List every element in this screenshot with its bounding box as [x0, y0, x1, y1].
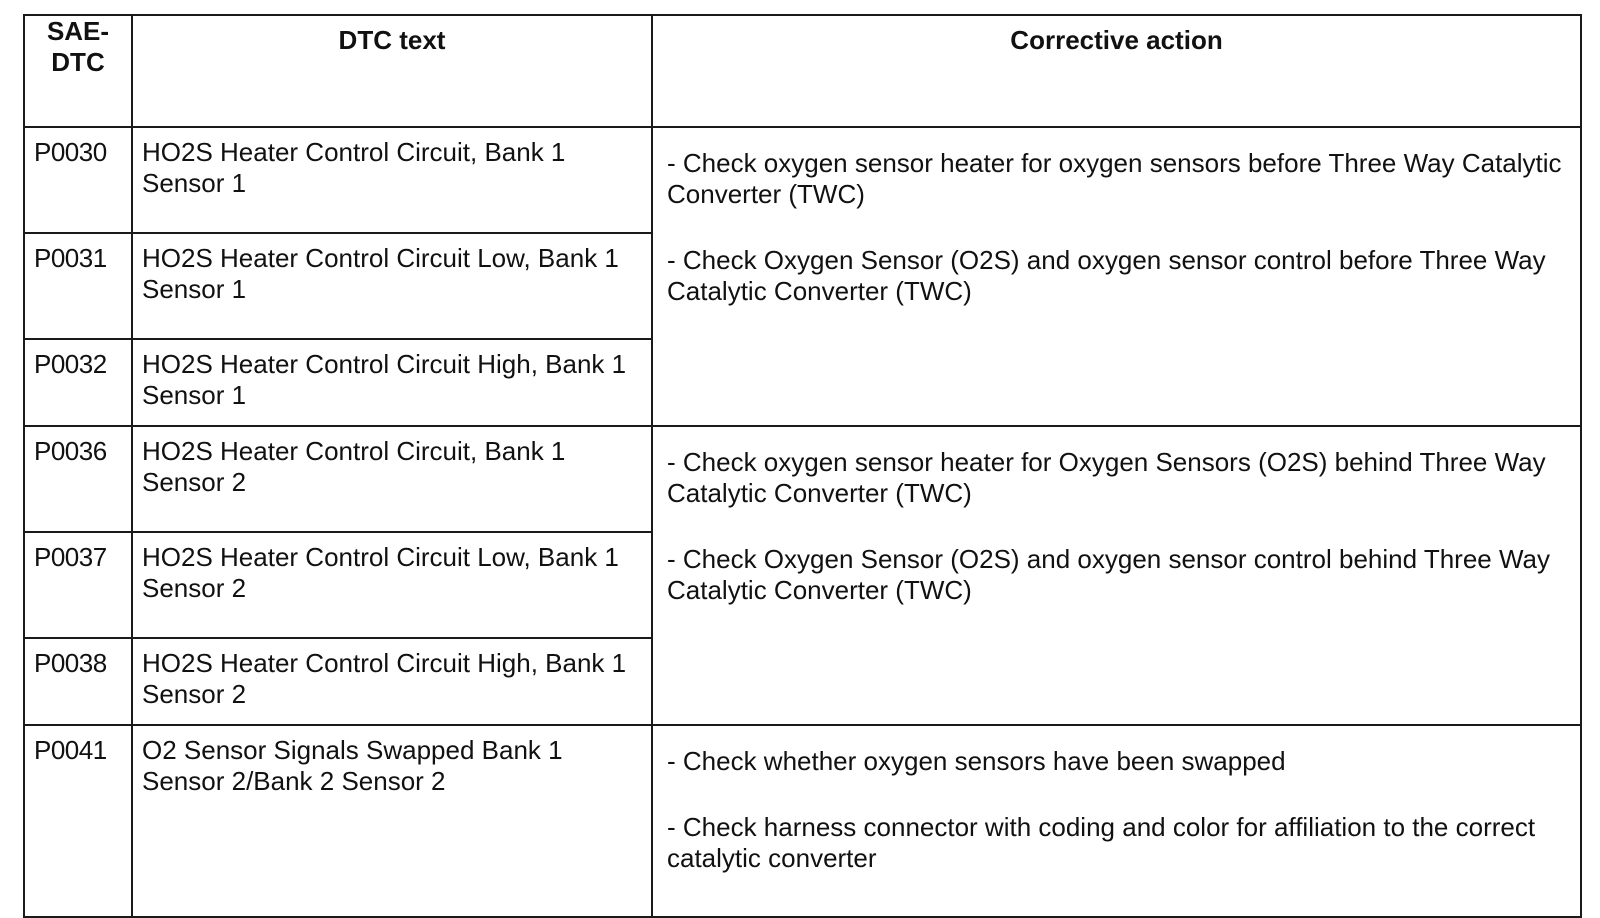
dtc-code: P0041 [24, 725, 132, 917]
corrective-action-item: - Check Oxygen Sensor (O2S) and oxygen sensor control behind Three Way Catalytic Converter (TWC) [667, 544, 1550, 605]
header-dtc-text: DTC text [132, 15, 652, 127]
header-corrective-action: Corrective action [652, 15, 1581, 127]
dtc-text: O2 Sensor Signals Swapped Bank 1 Sensor 2/Bank 2 Sensor 2 [132, 725, 652, 917]
dtc-text: HO2S Heater Control Circuit High, Bank 1 Sensor 2 [132, 638, 652, 725]
dtc-code: P0032 [24, 339, 132, 426]
dtc-text: HO2S Heater Control Circuit, Bank 1 Sensor 2 [132, 426, 652, 532]
dtc-code: P0037 [24, 532, 132, 638]
dtc-code: P0038 [24, 638, 132, 725]
corrective-action-item: - Check whether oxygen sensors have been swapped [667, 746, 1286, 776]
corrective-action-item: - Check Oxygen Sensor (O2S) and oxygen sensor control before Three Way Catalytic Converter (TWC) [667, 245, 1546, 306]
header-sae-dtc [24, 15, 132, 127]
dtc-code: P0036 [24, 426, 132, 532]
dtc-text: HO2S Heater Control Circuit Low, Bank 1 Sensor 2 [132, 532, 652, 638]
dtc-table [23, 14, 1582, 918]
corrective-action-cell [652, 127, 1581, 426]
corrective-action-item: - Check oxygen sensor heater for oxygen sensors before Three Way Catalytic Converter (TWC) [667, 148, 1562, 209]
dtc-code: P0031 [24, 233, 132, 339]
corrective-action-item: - Check harness connector with coding and color for affiliation to the correct catalytic converter [667, 812, 1536, 873]
dtc-code: P0030 [24, 127, 132, 233]
table-row [24, 725, 1581, 917]
corrective-action-cell [652, 426, 1581, 725]
dtc-text: HO2S Heater Control Circuit, Bank 1 Sensor 1 [132, 127, 652, 233]
dtc-text: HO2S Heater Control Circuit Low, Bank 1 Sensor 1 [132, 233, 652, 339]
table-row [24, 426, 1581, 532]
header-row [24, 15, 1581, 127]
table-row [24, 127, 1581, 233]
corrective-action-cell [652, 725, 1581, 917]
header-sae-dtc-line1: SAE- [46, 16, 110, 46]
corrective-action-item: - Check oxygen sensor heater for Oxygen Sensors (O2S) behind Three Way Catalytic Converter (TWC) [667, 447, 1546, 508]
header-sae-dtc-line2: DTC [51, 47, 105, 77]
dtc-text: HO2S Heater Control Circuit High, Bank 1 Sensor 1 [132, 339, 652, 426]
